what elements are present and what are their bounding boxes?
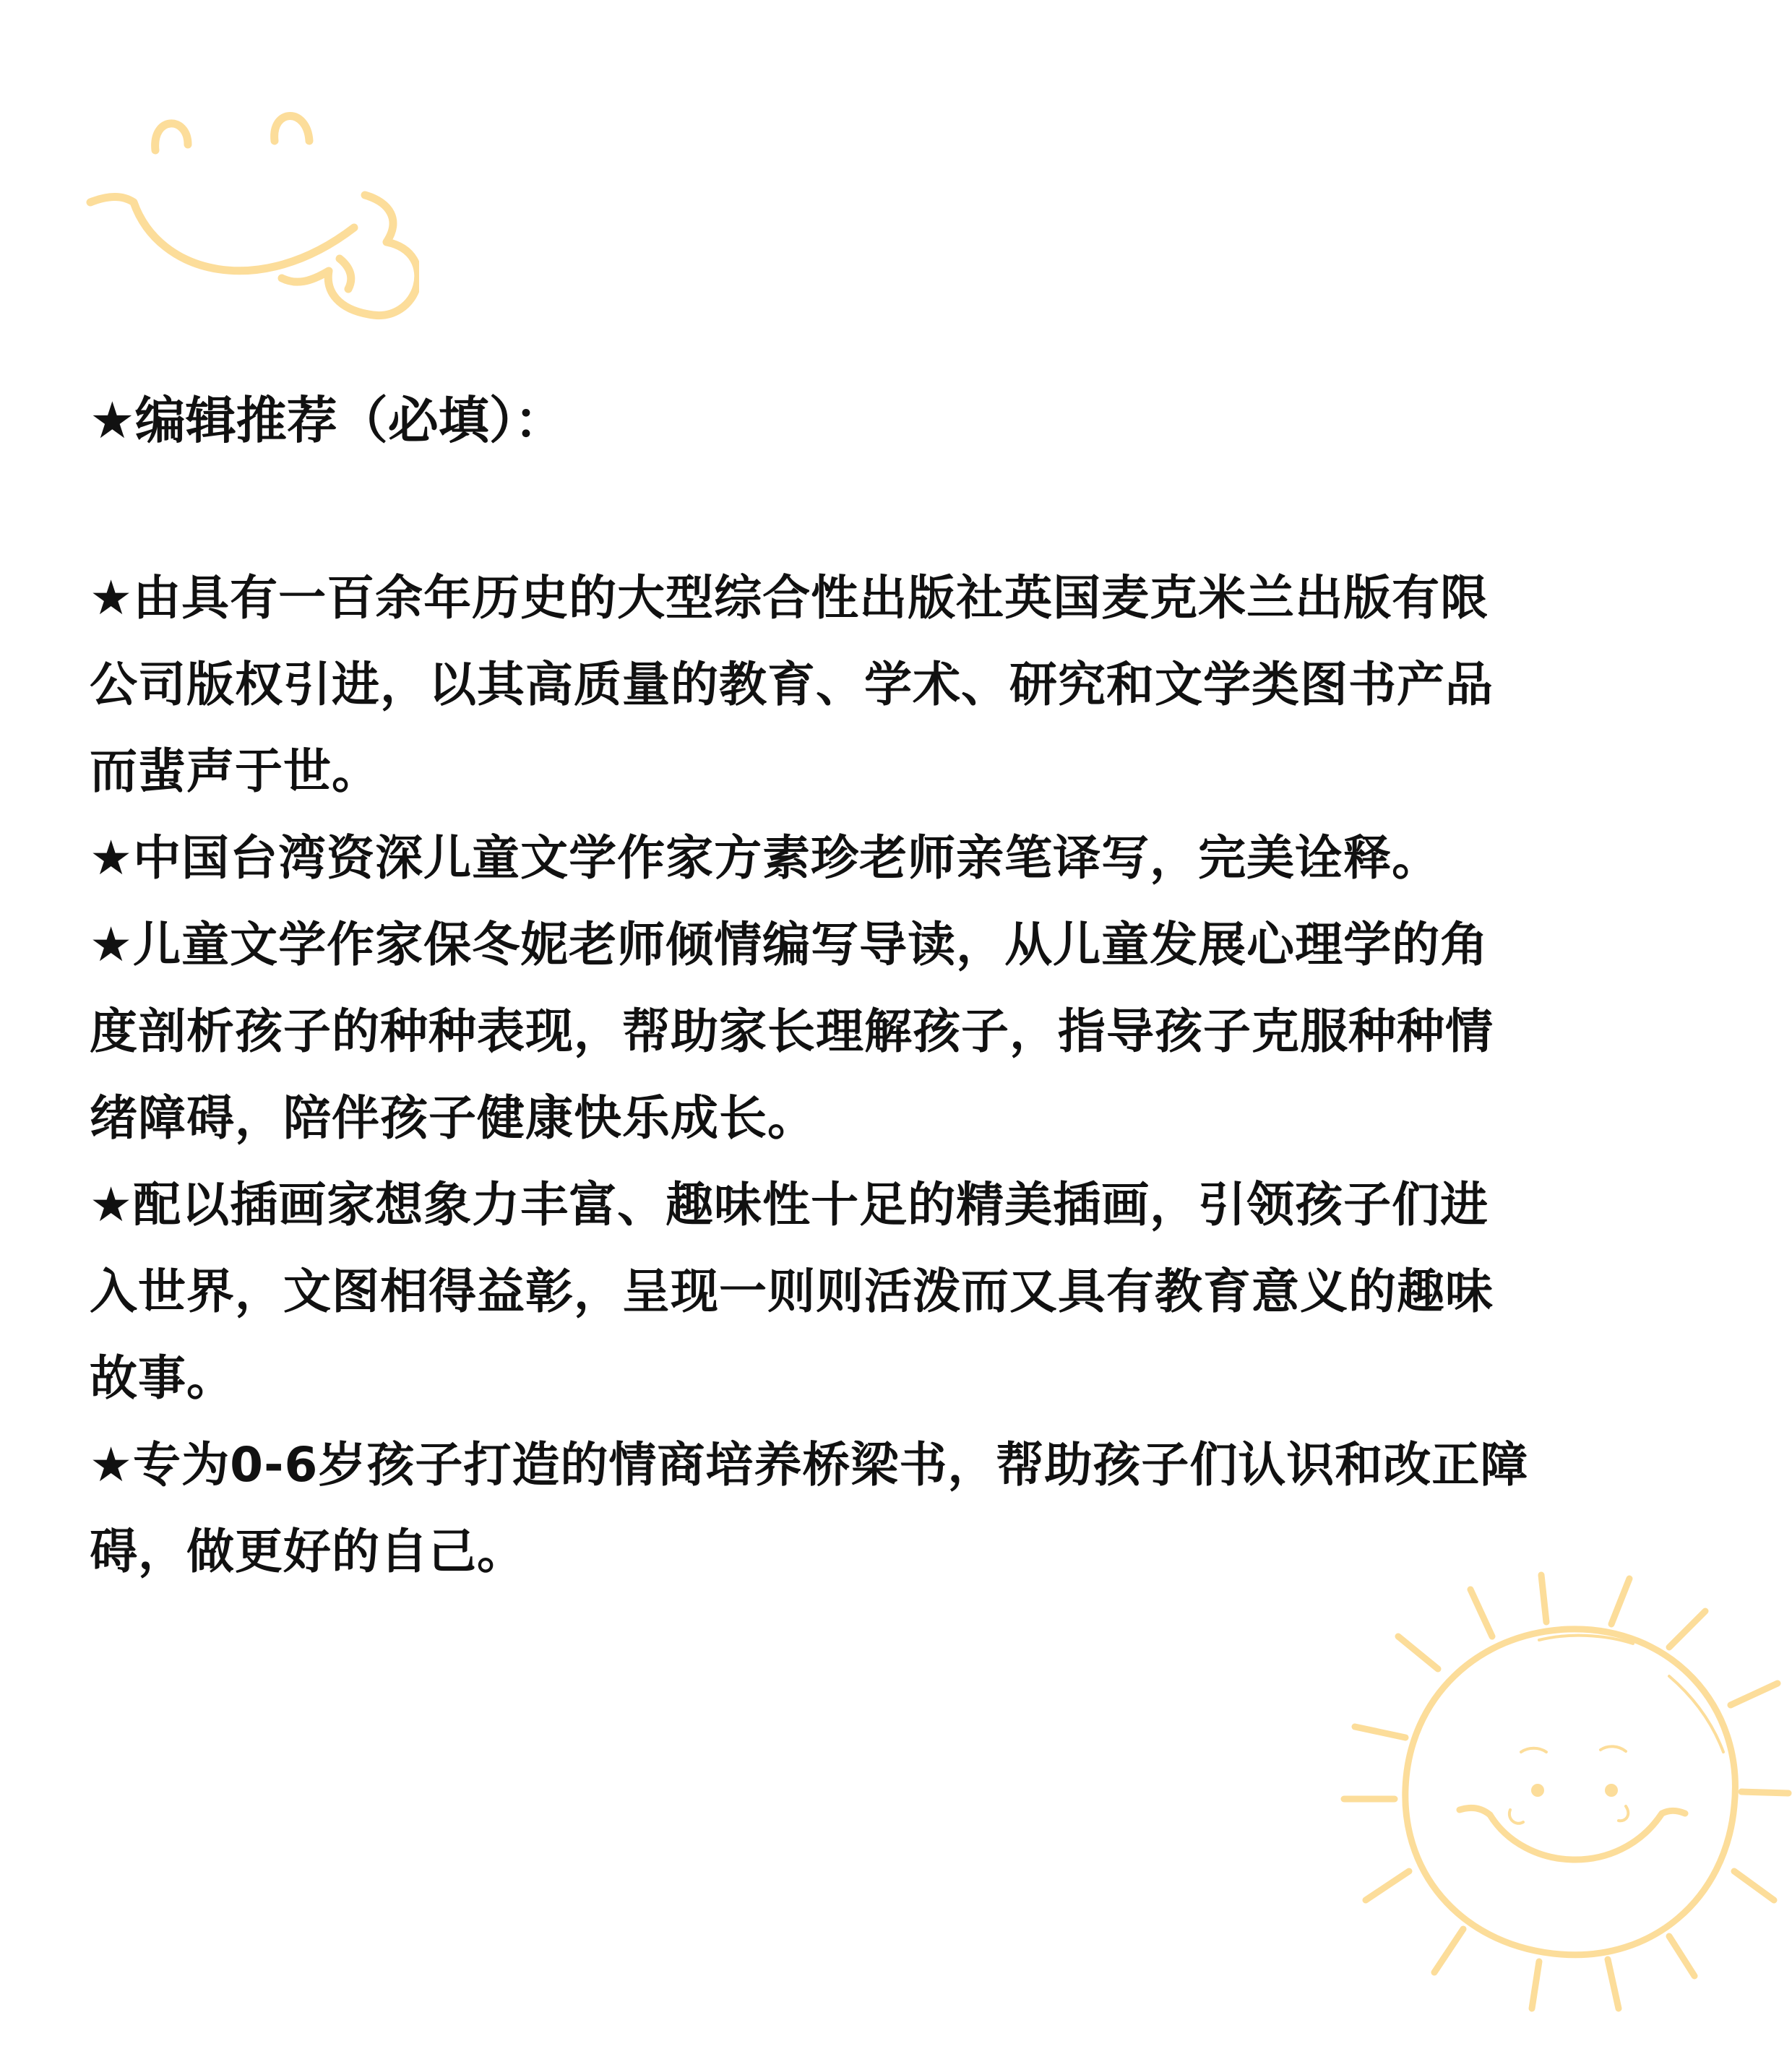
recommendation-item — [90, 902, 1708, 1162]
text-line: 故事。 — [90, 1350, 235, 1406]
text-line: 入世界，文图相得益彰，呈现一则则活泼而又具有教育意义的趣味 — [90, 1264, 1494, 1319]
text-line: ★配以插画家想象力丰富、趣味性十足的精美插画，引领孩子们进 — [90, 1177, 1489, 1233]
text-line: ★中国台湾资深儿童文学作家方素珍老师亲笔译写，完美诠释。 — [90, 830, 1441, 886]
text-line: ★由具有一百余年历史的大型综合性出版社英国麦克米兰出版有限 — [90, 570, 1489, 626]
section-heading: ★编辑推荐（必填）： — [90, 391, 565, 450]
text-line: ★专为0-6岁孩子打造的情商培养桥梁书，帮助孩子们认识和改正障 — [90, 1437, 1529, 1493]
recommendation-item — [90, 555, 1708, 815]
smiling-sun-icon — [1330, 1561, 1792, 2023]
text-line: ★儿童文学作家保冬妮老师倾情编写导读，从儿童发展心理学的角 — [90, 917, 1489, 972]
text-line: 公司版权引进，以其高质量的教育、学术、研究和文学类图书产品 — [90, 657, 1494, 712]
text-line: 而蜚声于世。 — [90, 743, 380, 799]
text-line: 绪障碍，陪伴孩子健康快乐成长。 — [90, 1090, 816, 1146]
text-line: 碍，做更好的自己。 — [90, 1524, 525, 1579]
text-line: 度剖析孩子的种种表现，帮助家长理解孩子，指导孩子克服种种情 — [90, 1004, 1494, 1059]
recommendation-content — [90, 381, 1708, 1595]
recommendation-item — [90, 1162, 1708, 1422]
recommendation-item — [90, 815, 1708, 902]
smiley-face-tongue-icon — [79, 94, 419, 340]
